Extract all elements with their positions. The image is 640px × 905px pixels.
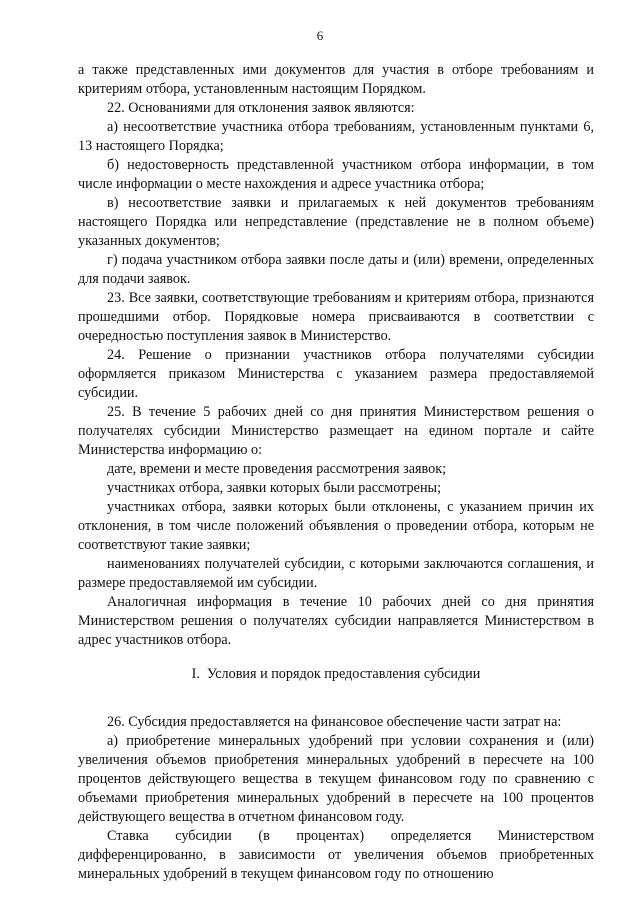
paragraph: Ставка субсидии (в процентах) определяется Министерством дифференцированно, в зависимости от увеличения объемов приобретенных минеральных удобрений в текущем финансовом году по отношению — [78, 828, 594, 882]
paragraph: г) подача участником отбора заявки после даты и (или) времени, определенных для подачи заявок. — [78, 252, 594, 287]
paragraph: 23. Все заявки, соответствующие требованиям и критериям отбора, признаются прошедшими отбор. Порядковые номера присваиваются в соответствии с очередностью поступления заявок в Министерство. — [78, 290, 594, 344]
paragraph: 22. Основаниями для отклонения заявок являются: — [107, 100, 415, 116]
paragraph: участниках отбора, заявки которых были отклонены, с указанием причин их отклонения, в том числе положений объявления о проведении отбора, которым не соответствуют такие заявки; — [78, 499, 594, 553]
section-number: I. — [191, 666, 200, 682]
section-heading — [78, 665, 594, 684]
paragraph: 25. В течение 5 рабочих дней со дня принятия Министерством решения о получателях субсидии Министерство размещает на едином портале и сайте Министерства информацию о: — [78, 404, 594, 458]
paragraph: участниках отбора, заявки которых были рассмотрены; — [107, 480, 442, 496]
paragraph: б) недостоверность представленной участником отбора информации, в том числе информации о месте нахождения и адресе участника отбора; — [78, 157, 594, 192]
paragraph: 26. Субсидия предоставляется на финансовое обеспечение части затрат на: — [107, 714, 562, 730]
paragraphs-before — [78, 61, 594, 650]
paragraph: наименованиях получателей субсидии, с которыми заключаются соглашения, и размере предоставляемой им субсидии. — [78, 556, 594, 591]
paragraph: в) несоответствие заявки и прилагаемых к ней документов требованиям настоящего Порядка или непредставление (представление не в полном объеме) указанных документов; — [78, 195, 594, 249]
paragraph: а также представленных ими документов для участия в отборе требованиям и критериям отбора, установленным настоящим Порядком. — [78, 62, 594, 97]
paragraph: дате, времени и месте проведения рассмотрения заявок; — [107, 461, 447, 477]
section-title: Условия и порядок предоставления субсидии — [206, 666, 481, 682]
paragraphs-after — [78, 713, 594, 884]
paragraph: 24. Решение о признании участников отбора получателями субсидии оформляется приказом Министерства с указанием размера предоставляемой субсидии. — [78, 347, 594, 401]
page-number: 6 — [316, 28, 324, 43]
paragraph: а) несоответствие участника отбора требованиям, установленным пунктами 6, 13 настоящего Порядка; — [78, 119, 594, 154]
document-body — [78, 61, 594, 884]
paragraph: Аналогичная информация в течение 10 рабочих дней со дня принятия Министерством решения о получателях субсидии направляется Министерством в адрес участников отбора. — [78, 594, 594, 648]
paragraph: а) приобретение минеральных удобрений при условии сохранения и (или) увеличения объемов приобретения минеральных удобрений в пересчете на 100 процентов действующего вещества в текущем финансовом году по сравнению с объемами приобретения минеральных удобрений в пересчете на 100 процентов действующего вещества в отчетном финансовом году. — [78, 733, 594, 825]
